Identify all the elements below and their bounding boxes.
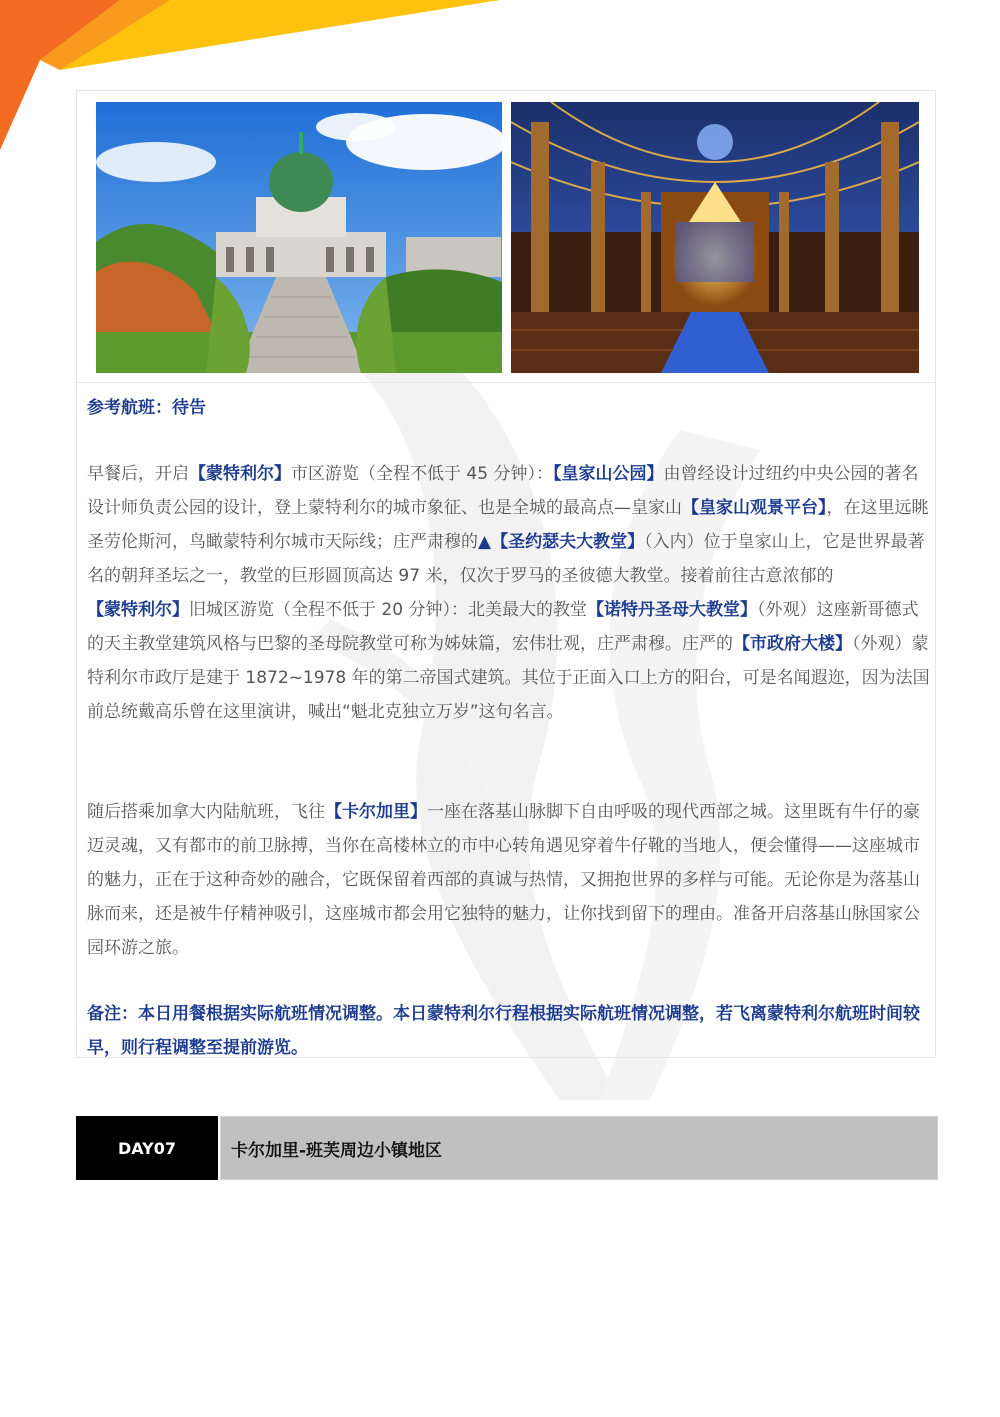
highlight-city-hall: 【市政府大楼】	[733, 634, 852, 654]
itinerary-paragraph-calgary: 随后搭乘加拿大内陆航班，飞往【卡尔加里】一座在落基山脉脚下自由呼吸的现代西部之城。这里既有牛仔的豪迈灵魂，又有都市的前卫脉搏，当你在高楼林立的市中心转角遇见穿着牛仔靴的当地人，便会懂得——这座城市的魅力，正在于这种奇妙的融合，它既保留着西部的真诚与热情，又拥抱世界的多样与可能。无论你是为落基山脉而来，还是被牛仔精神吸引，这座城市都会用它独特的魅力，让你找到留下的理由。准备开启落基山脉国家公园环游之旅。	[87, 802, 920, 958]
day-detail-card	[76, 90, 936, 1058]
highlight-montreal: 【蒙特利尔】	[189, 464, 291, 484]
highlight-mount-royal-park: 【皇家山公园】	[552, 464, 664, 484]
itinerary-paragraph-montreal: 早餐后，开启【蒙特利尔】市区游览（全程不低于 45 分钟）：【皇家山公园】由曾经设计过纽约中央公园的著名设计师负责公园的设计，登上蒙特利尔的城市象征、也是全城的最高点—皇家山【皇家山观景平台】，在这里远眺圣劳伦斯河，鸟瞰蒙特利尔城市天际线；庄严肃穆的▲【圣约瑟夫大教堂】（入内）位于皇家山上，它是世界最著名的朝拜圣坛之一，教堂的巨形圆顶高达 97 米，仅次于罗马的圣彼德大教堂。接着前往古意浓郁的【蒙特利尔】旧城区游览（全程不低于 20 分钟）：北美最大的教堂【诺特丹圣母大教堂】（外观）这座新哥德式的天主教堂建筑风格与巴黎的圣母院教堂可称为姊妹篇，宏伟壮观，庄严肃穆。庄严的【市政府大楼】（外观）蒙特利尔市政厅是建于 1872~1978 年的第二帝国式建筑。其位于正面入口上方的阳台，可是名闻遐迩，因为法国前总统戴高乐曾在这里演讲，喊出“魁北克独立万岁”这句名言。	[87, 464, 930, 722]
highlight-calgary: 【卡尔加里】	[325, 802, 427, 822]
day-header-row	[76, 1116, 938, 1180]
notre-dame-basilica-interior-photo	[511, 102, 919, 373]
reference-flight: 参考航班：待告	[87, 398, 206, 418]
highlight-mount-royal-lookout: 【皇家山观景平台】	[682, 498, 827, 518]
highlight-saint-joseph-oratory: ▲【圣约瑟夫大教堂】	[478, 532, 645, 552]
highlight-notre-dame-basilica: 【诺特丹圣母大教堂】	[586, 600, 757, 620]
remark-note: 备注：本日用餐根据实际航班情况调整。本日蒙特利尔行程根据实际航班情况调整，若飞离蒙特利尔航班时间较早，则行程调整至提前游览。	[87, 1004, 920, 1058]
saint-joseph-oratory-photo	[96, 102, 502, 373]
divider	[77, 382, 935, 383]
highlight-montreal-old-town: 【蒙特利尔】	[87, 600, 189, 620]
day-number-label: DAY07	[76, 1116, 218, 1180]
day-route-title: 卡尔加里-班芙周边小镇地区	[220, 1116, 938, 1180]
